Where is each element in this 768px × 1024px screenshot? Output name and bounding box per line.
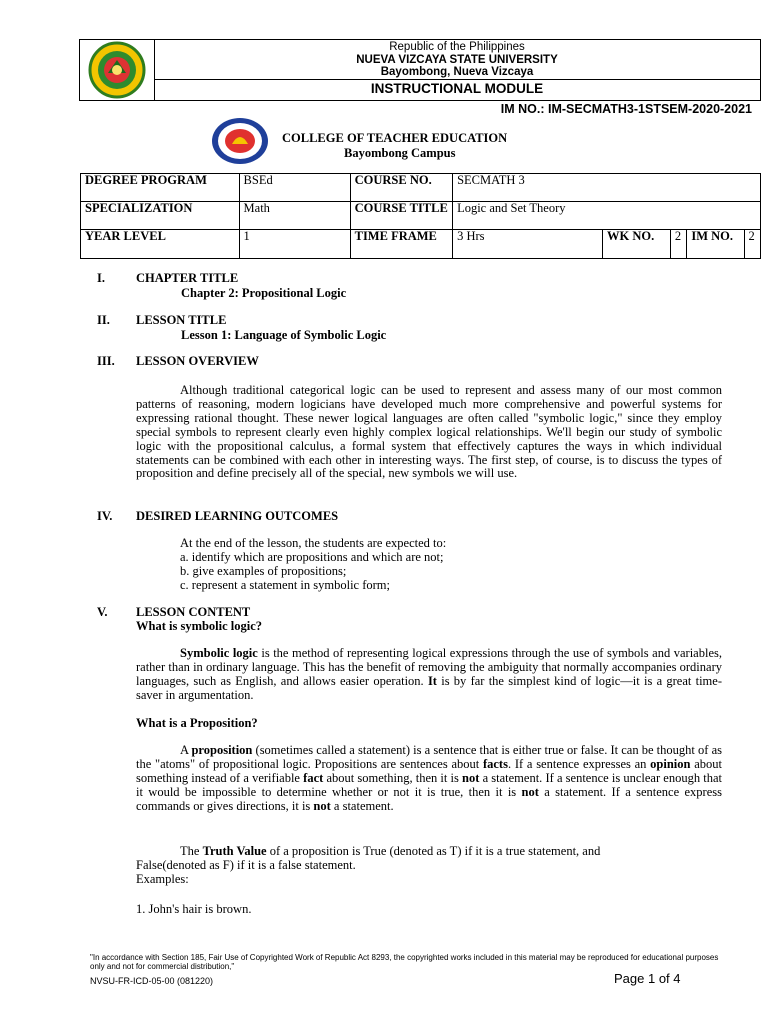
copyright-notice: "In accordance with Section 185, Fair Use of Copyrighted Work of Republic Act 8293, the copyrighted works included in this material may be reproduced for educational purposes only and not for commercial distribution," — [90, 953, 719, 971]
university-logo-cell — [80, 40, 155, 100]
wk-no-label: WK NO. — [602, 230, 670, 259]
section-number: IV. — [97, 509, 113, 523]
section-heading: LESSON CONTENT — [136, 605, 251, 619]
im-no-value: 2 — [744, 230, 761, 259]
truth-value-line: The Truth Value of a proposition is True (denoted as T) if it is a true statement, and — [180, 844, 601, 858]
course-title-value: Logic and Set Theory — [453, 202, 761, 230]
college-name: COLLEGE OF TEACHER EDUCATION — [282, 131, 508, 145]
specialization-value: Math — [239, 202, 350, 230]
proposition-paragraph: A proposition (sometimes called a statement) is a sentence that is either true or false. It can be thought of as the "atoms" of propositional logic. Propositions are sentences about facts. If a sentence expresses an opinion about something instead of a verifiable fact about something, then it is not a statement. If a sentence is unclear enough that it would be impossible to determine whether or not it is true, then it is not a statement. If a sentence express commands or gives directions, it is not a statement. — [136, 743, 722, 813]
list-item: a. identify which are propositions and which are not; — [180, 550, 444, 564]
university-location: Bayombong, Nueva Vizcaya — [380, 66, 534, 78]
course-info-table — [80, 173, 761, 259]
specialization-label: SPECIALIZATION — [81, 202, 240, 230]
university-block — [154, 40, 760, 80]
course-title-label: COURSE TITLE — [350, 202, 452, 230]
page-number: Page 1 of 4 — [614, 971, 681, 986]
section-number: II. — [97, 313, 110, 327]
section-number: I. — [97, 271, 105, 285]
symbolic-logic-paragraph: Symbolic logic is the method of representing logical expressions through the use of symbols and variables, rather than in ordinary language. This has the benefit of removing the ambiguity that normally accompanies ordinary languages, such as English, and allows easier operation. It is by far the simplest kind of logic—it is a great time-saver in argumentation. — [136, 646, 722, 702]
form-code: NVSU-FR-ICD-05-00 (081220) — [90, 976, 214, 986]
im-number: IM NO.: IM-SECMATH3-1STSEM-2020-2021 — [500, 102, 752, 116]
section-heading: LESSON TITLE — [136, 313, 227, 327]
campus-name: Bayombong Campus — [344, 146, 456, 160]
time-frame-label: TIME FRAME — [350, 230, 452, 259]
year-level-value: 1 — [239, 230, 350, 259]
section-number: V. — [97, 605, 108, 619]
list-item: c. represent a statement in symbolic form; — [180, 578, 391, 592]
course-no-value: SECMATH 3 — [453, 174, 761, 202]
college-of-teacher-education-seal — [210, 116, 270, 166]
module-title: INSTRUCTIONAL MODULE — [370, 81, 544, 96]
degree-value: BSEd — [239, 174, 350, 202]
list-item: b. give examples of propositions; — [180, 564, 347, 578]
outcomes-intro: At the end of the lesson, the students are expected to: — [180, 536, 447, 550]
truth-value-line-2: False(denoted as F) if it is a false statement. — [136, 858, 356, 872]
section-number: III. — [97, 354, 115, 368]
im-no-label: IM NO. — [687, 230, 744, 259]
table-row — [81, 230, 761, 259]
overview-paragraph: Although traditional categorical logic can be used to represent and assess many of our most common patterns of reasoning, modern logicians have developed much more comprehensive and powerful systems for expressing rational thought. These newer logical languages are often called "symbolic logic," since they employ special symbols to represent clearly even highly complex logical relationships. We'll begin our study of symbolic logic with the propositional calculus, a formal system that effectively captures the ways in which individual statements can be combined with each other in interesting ways. The first step, of course, is to discuss the types of proposition and define precisely all of the special, new symbols we will use. — [136, 383, 722, 481]
question-heading: What is symbolic logic? — [136, 619, 263, 633]
section-heading: CHAPTER TITLE — [136, 271, 239, 285]
section-heading: DESIRED LEARNING OUTCOMES — [136, 509, 339, 523]
year-level-label: YEAR LEVEL — [81, 230, 240, 259]
republic-line: Republic of the Philippines — [389, 41, 525, 53]
list-item: 1. John's hair is brown. — [136, 902, 252, 916]
section-heading: LESSON OVERVIEW — [136, 354, 259, 368]
document-header — [79, 39, 761, 101]
wk-no-value: 2 — [670, 230, 686, 259]
chapter-title: Chapter 2: Propositional Logic — [181, 286, 347, 300]
table-row — [81, 174, 761, 202]
degree-label: DEGREE PROGRAM — [81, 174, 240, 202]
course-no-label: COURSE NO. — [350, 174, 452, 202]
university-seal-logo — [80, 40, 154, 100]
university-name: NUEVA VIZCAYA STATE UNIVERSITY — [356, 53, 558, 66]
lesson-title: Lesson 1: Language of Symbolic Logic — [181, 328, 387, 342]
examples-label: Examples: — [136, 872, 189, 886]
college-block — [282, 131, 507, 161]
question-heading: What is a Proposition? — [136, 716, 258, 730]
time-frame-value: 3 Hrs — [453, 230, 603, 259]
table-row — [81, 202, 761, 230]
term-symbolic-logic: Symbolic logic — [180, 646, 258, 660]
